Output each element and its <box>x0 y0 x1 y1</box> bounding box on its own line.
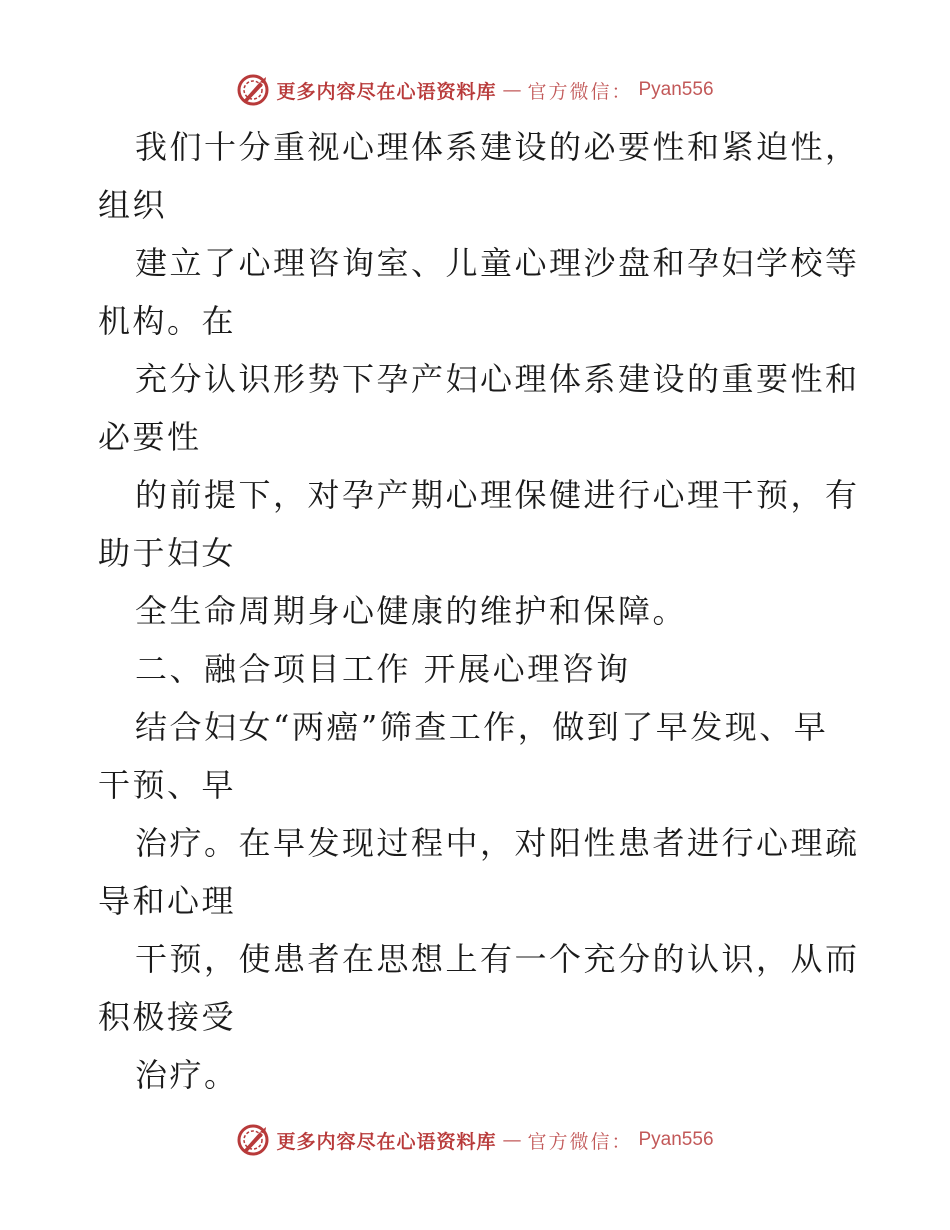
text-line: 充分认识形势下孕产妇心理体系建设的重要性和 <box>135 360 860 398</box>
banner-brand-text: 更多内容尽在心语资料库 <box>276 80 497 103</box>
section-heading: 二、融合项目工作 开展心理咨询 <box>135 650 631 688</box>
header-banner <box>0 70 950 110</box>
text-line: 机构。在 <box>98 302 237 340</box>
text-line: 积极接受 <box>98 998 237 1036</box>
text-line: 导和心理 <box>98 882 237 920</box>
text-line: 我们十分重视心理体系建设的必要性和紧迫性， <box>135 128 860 166</box>
text-line: 干预、早 <box>98 766 237 804</box>
banner-wechat-id: Pyan556 <box>638 79 714 100</box>
text-line: 建立了心理咨询室、儿童心理沙盘和孕妇学校等 <box>135 244 860 282</box>
banner-separator: — <box>502 79 522 101</box>
text-line: 全生命周期身心健康的维护和保障。 <box>135 592 688 630</box>
quill-pen-logo-icon <box>236 73 270 107</box>
text-line: 干预，使患者在思想上有一个充分的认识，从而 <box>135 940 860 978</box>
footer-banner <box>0 1120 950 1160</box>
text-line: 的前提下，对孕产期心理保健进行心理干预，有 <box>135 476 860 514</box>
text-line: 组织 <box>98 186 168 224</box>
text-line: 治疗。在早发现过程中，对阳性患者进行心理疏 <box>135 824 860 862</box>
quill-pen-logo-icon <box>236 1123 270 1157</box>
text-line: 必要性 <box>98 418 202 456</box>
banner-wechat-label: 官方微信： <box>527 80 633 103</box>
banner-wechat-label: 官方微信： <box>527 1130 633 1153</box>
banner-wechat-id: Pyan556 <box>638 1129 714 1150</box>
text-line: 助于妇女 <box>98 534 237 572</box>
banner-brand-text: 更多内容尽在心语资料库 <box>276 1130 497 1153</box>
text-line: 结合妇女“两癌”筛查工作，做到了早发现、早 <box>135 708 829 746</box>
document-body <box>98 118 858 1104</box>
text-line: 治疗。 <box>135 1056 239 1094</box>
banner-separator: — <box>502 1129 522 1151</box>
